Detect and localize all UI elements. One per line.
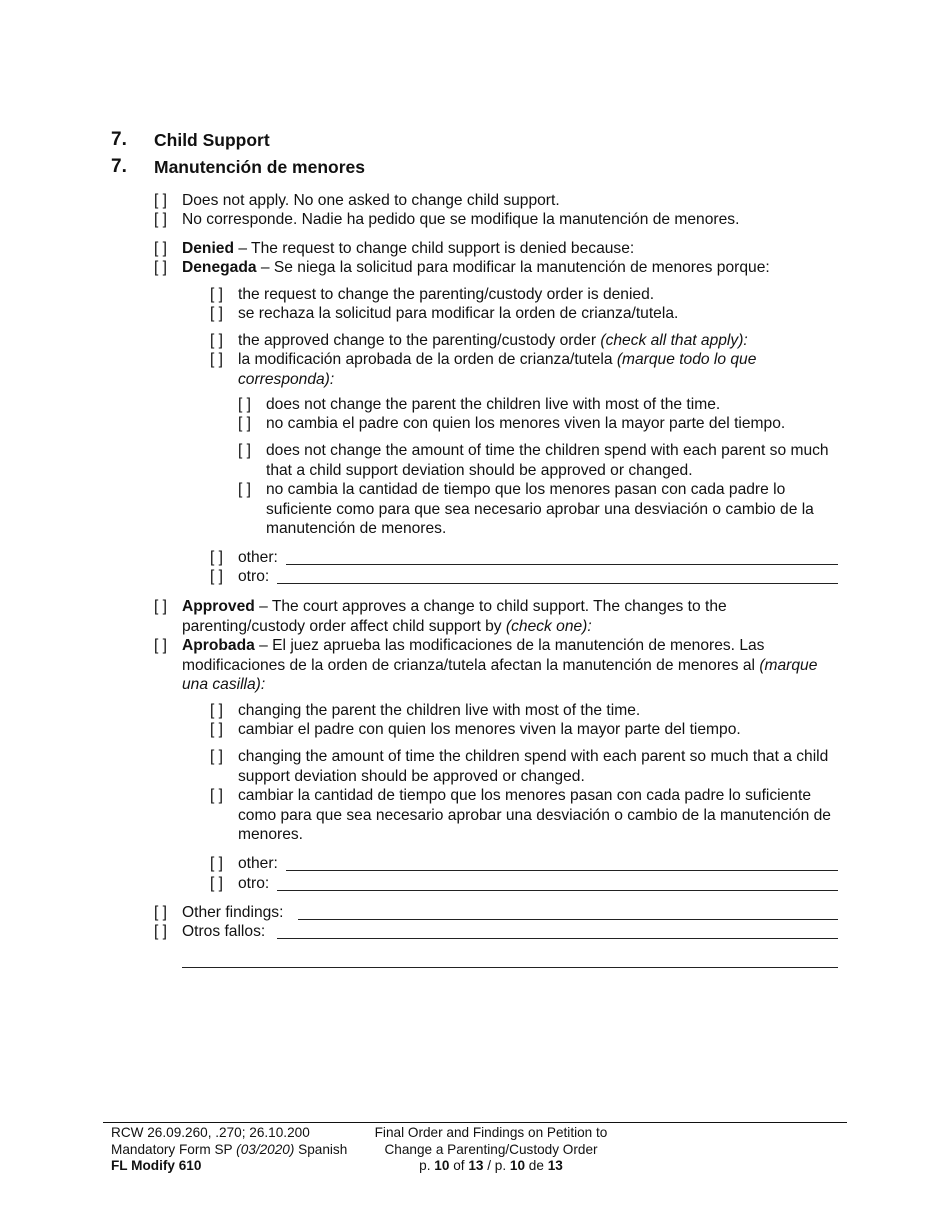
d2a-es: no cambia el padre con quien los menores viven la mayor parte del tiempo.: [266, 415, 786, 432]
footer-page: p. 10 of 13 / p. 10 de 13: [419, 1158, 563, 1173]
d2b-en: does not change the amount of time the children spend with each parent so much that a child support deviation should be approved or changed.: [266, 442, 829, 479]
denied-en: Denied – The request to change child support is denied because:: [182, 240, 635, 257]
approved-otro-field[interactable]: [277, 890, 838, 891]
footer-center: [356, 1125, 626, 1175]
checkbox-a2-es[interactable]: [ ]: [210, 787, 223, 804]
checkbox-does-not-apply[interactable]: [ ]: [154, 192, 167, 209]
a2-es: cambiar la cantidad de tiempo que los menores pasan con cada padre lo suficiente como para que sea necesario aprobar una desviación o cambio de la manutención de menores.: [238, 787, 831, 843]
does-not-apply-en: Does not apply. No one asked to change child support.: [182, 192, 560, 209]
footer-mandatory: Mandatory Form SP (03/2020) Spanish: [111, 1141, 348, 1157]
denied-otro-field[interactable]: [277, 583, 838, 584]
checkbox-d1-es[interactable]: [ ]: [210, 305, 223, 322]
checkbox-approved-other[interactable]: [ ]: [210, 855, 223, 872]
other-findings-field[interactable]: [298, 919, 838, 920]
footer-left: [111, 1125, 347, 1175]
footer-title-2: Change a Parenting/Custody Order: [384, 1141, 598, 1157]
checkbox-a1-es[interactable]: [ ]: [210, 721, 223, 738]
d2-en: the approved change to the parenting/custody order (check all that apply):: [238, 332, 748, 349]
denied-other-field[interactable]: [286, 564, 838, 565]
footer-form-id: FL Modify 610: [111, 1158, 202, 1173]
checkbox-d1-en[interactable]: [ ]: [210, 286, 223, 303]
checkbox-approved[interactable]: [ ]: [154, 598, 167, 615]
other-findings-label: Other findings:: [182, 904, 284, 921]
approved-other-field[interactable]: [286, 870, 838, 871]
checkbox-denied-otro[interactable]: [ ]: [210, 568, 223, 585]
approved-other-label: other:: [238, 855, 278, 872]
d1-es: se rechaza la solicitud para modificar la orden de crianza/tutela.: [238, 305, 679, 322]
section-number: 7.: [111, 129, 127, 150]
checkbox-a1-en[interactable]: [ ]: [210, 702, 223, 719]
d1-en: the request to change the parenting/custody order is denied.: [238, 286, 655, 303]
section-title-es: Manutención de menores: [154, 157, 366, 177]
footer-rule: [103, 1122, 847, 1123]
a2-en: changing the amount of time the children spend with each parent so much that a child support deviation should be approved or changed.: [238, 748, 829, 785]
checkbox-denegada[interactable]: [ ]: [154, 259, 167, 276]
checkbox-otros-fallos[interactable]: [ ]: [154, 923, 167, 940]
section-number-es: 7.: [111, 156, 127, 177]
checkbox-d2-es[interactable]: [ ]: [210, 351, 223, 368]
checkbox-denied[interactable]: [ ]: [154, 240, 167, 257]
denied-es: Denegada – Se niega la solicitud para modificar la manutención de menores porque:: [182, 259, 770, 276]
checkbox-aprobada[interactable]: [ ]: [154, 637, 167, 654]
checkbox-a2-en[interactable]: [ ]: [210, 748, 223, 765]
checkbox-denied-other[interactable]: [ ]: [210, 549, 223, 566]
a1-es: cambiar el padre con quien los menores viven la mayor parte del tiempo.: [238, 721, 741, 738]
footer-rcw: RCW 26.09.260, .270; 26.10.200: [111, 1125, 310, 1140]
a1-en: changing the parent the children live with most of the time.: [238, 702, 641, 719]
checkbox-d2b-en[interactable]: [ ]: [238, 442, 251, 459]
section-title-en: Child Support: [154, 130, 270, 150]
checkbox-d2a-en[interactable]: [ ]: [238, 396, 251, 413]
d2-es: la modificación aprobada de la orden de crianza/tutela (marque todo lo que corresponda):: [238, 351, 757, 388]
approved-otro-label: otro:: [238, 875, 270, 892]
checkbox-approved-otro[interactable]: [ ]: [210, 875, 223, 892]
approved-es: Aprobada – El juez aprueba las modificaciones de la manutención de menores. Las modificaciones de la orden de crianza/tutela afectan la manutención de menores al (marque una casilla):: [182, 637, 818, 693]
checkbox-d2-en[interactable]: [ ]: [210, 332, 223, 349]
approved-en: Approved – The court approves a change to child support. The changes to the parenting/custody order affect child support by (check one):: [182, 598, 727, 635]
d2b-es: no cambia la cantidad de tiempo que los menores pasan con cada padre lo suficiente como para que sea necesario aprobar una desviación o cambio de la manutención de menores.: [266, 481, 814, 537]
d2a-en: does not change the parent the children live with most of the time.: [266, 396, 721, 413]
otros-fallos-field[interactable]: [277, 938, 838, 939]
denied-other-label: other:: [238, 549, 278, 566]
checkbox-no-corresponde[interactable]: [ ]: [154, 211, 167, 228]
denied-otro-label: otro:: [238, 568, 270, 585]
other-findings-extra-line[interactable]: [182, 967, 838, 968]
does-not-apply-es: No corresponde. Nadie ha pedido que se modifique la manutención de menores.: [182, 211, 740, 228]
checkbox-d2b-es[interactable]: [ ]: [238, 481, 251, 498]
footer-title-1: Final Order and Findings on Petition to: [374, 1125, 608, 1140]
checkbox-d2a-es[interactable]: [ ]: [238, 415, 251, 432]
checkbox-other-findings[interactable]: [ ]: [154, 904, 167, 921]
otros-fallos-label: Otros fallos:: [182, 923, 266, 940]
